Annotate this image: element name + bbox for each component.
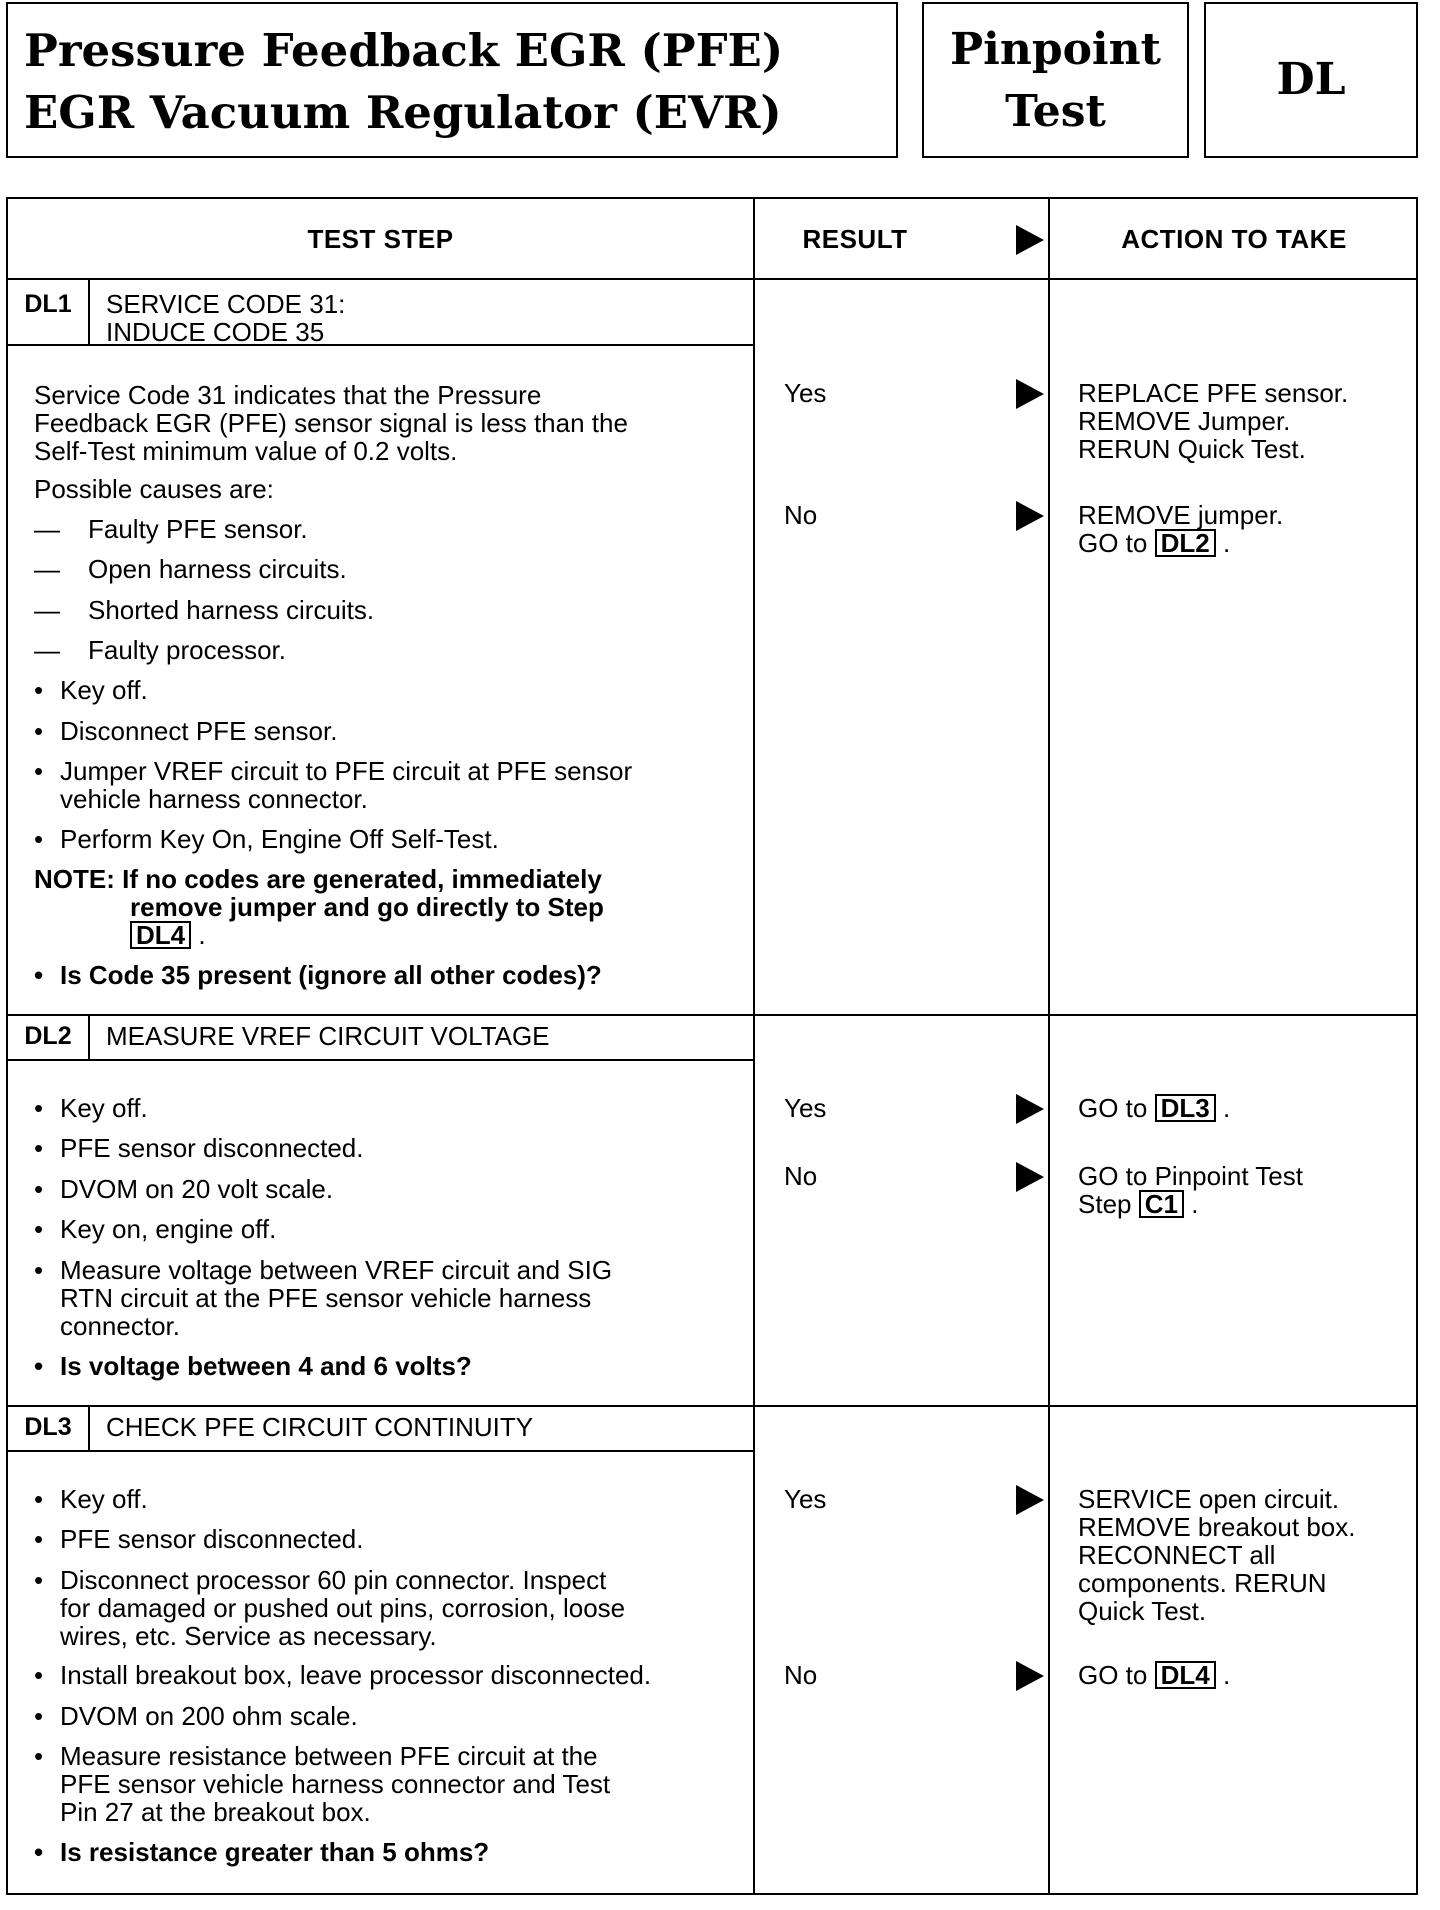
text-line: wires, etc. Service as necessary. [60, 1621, 437, 1651]
text-line: • Jumper VREF circuit to PFE circuit at PFE sensor [60, 756, 633, 786]
step-title [106, 290, 345, 346]
text-line: Pin 27 at the breakout box. [60, 1797, 371, 1827]
text-period: . [198, 920, 206, 950]
action-line: REMOVE jumper. [1078, 500, 1284, 530]
action-line: REMOVE Jumper. [1078, 406, 1291, 436]
text-line: • Disconnect processor 60 pin connector. Inspect [60, 1565, 607, 1595]
action-text [1078, 379, 1408, 463]
column-divider-action [1048, 199, 1050, 1893]
action-line: REPLACE PFE sensor. [1078, 378, 1349, 408]
bullet-item: • Key off. [60, 676, 148, 704]
step-question: • Is resistance greater than 5 ohms? [60, 1838, 489, 1866]
bullet-item: • Key off. [60, 1094, 148, 1122]
cause-item: Faulty processor. [88, 635, 286, 665]
step-title-line: INDUCE CODE 35 [106, 317, 325, 347]
go-to-text: GO to [1078, 528, 1148, 558]
bullet-item [60, 1256, 740, 1340]
column-header-test-step: TEST STEP [307, 223, 454, 254]
test-code: DL [1276, 54, 1346, 105]
bullet-item: • Install breakout box, leave processor disconnected. [60, 1661, 651, 1689]
step-title: MEASURE VREF CIRCUIT VOLTAGE [106, 1021, 550, 1051]
text-line: Self-Test minimum value of 0.2 volts. [34, 436, 458, 466]
action-text [1078, 501, 1408, 557]
cause-dash: — [34, 595, 60, 625]
pinpoint-label-line1: Pinpoint [950, 24, 1161, 75]
action-line: GO to Pinpoint Test [1078, 1161, 1303, 1191]
bullet-item: • PFE sensor disconnected. [60, 1134, 364, 1162]
result-arrow-icon [1016, 1162, 1044, 1192]
page-title-line1: Pressure Feedback EGR (PFE) [24, 24, 784, 77]
result-arrow-icon [1016, 1661, 1044, 1691]
step-ref-dl4[interactable]: DL4 [130, 921, 191, 949]
step-text: Step [1078, 1189, 1132, 1219]
text-line: connector. [60, 1311, 180, 1341]
action-line: RERUN Quick Test. [1078, 434, 1306, 464]
note-step-ref [130, 921, 206, 949]
cause-item: Faulty PFE sensor. [88, 514, 308, 544]
step-id: DL1 [8, 280, 90, 344]
step-title-line: SERVICE CODE 31: [106, 289, 346, 319]
bullet-item: • Key off. [60, 1485, 148, 1513]
result-yes: Yes [784, 378, 827, 408]
bullet-item [60, 757, 740, 813]
text-line: PFE sensor vehicle harness connector and Test [60, 1769, 611, 1799]
action-text [1078, 1094, 1230, 1122]
text-line: vehicle harness connector. [60, 784, 368, 814]
result-no: No [784, 1161, 818, 1191]
note-line1: NOTE: If no codes are generated, immediately [34, 864, 602, 894]
column-header-result: RESULT [802, 223, 908, 254]
action-line: RECONNECT all [1078, 1540, 1276, 1570]
result-arrow-icon [1016, 501, 1044, 531]
result-yes: Yes [784, 1484, 827, 1514]
go-to-text: GO to [1078, 1093, 1148, 1123]
cause-item: Shorted harness circuits. [88, 595, 375, 625]
bullet-item: • DVOM on 200 ohm scale. [60, 1702, 358, 1730]
text-line: Service Code 31 indicates that the Pressure [34, 380, 542, 410]
action-text [1078, 1485, 1408, 1625]
page-title-line2: EGR Vacuum Regulator (EVR) [24, 86, 782, 139]
bullet-item: • Key on, engine off. [60, 1215, 276, 1243]
step-header-dl1 [8, 280, 755, 346]
result-arrow-icon [1016, 225, 1044, 255]
result-arrow-icon [1016, 1094, 1044, 1124]
bullet-item: • PFE sensor disconnected. [60, 1525, 364, 1553]
test-code-box [1204, 2, 1418, 158]
step-ref-dl4[interactable]: DL4 [1155, 1661, 1216, 1689]
bullet-item: • Disconnect PFE sensor. [60, 717, 337, 745]
pinpoint-table [6, 197, 1418, 1895]
text-period: . [1222, 1093, 1231, 1123]
step-id: DL3 [8, 1407, 90, 1450]
go-to-text: GO to [1078, 1660, 1148, 1690]
result-arrow-icon [1016, 379, 1044, 409]
step-ref-dl3[interactable]: DL3 [1155, 1094, 1216, 1122]
action-line [1078, 529, 1408, 557]
text-line: • Measure voltage between VREF circuit and SIG [60, 1255, 613, 1285]
action-line [1078, 1190, 1408, 1218]
pinpoint-test-box [922, 2, 1189, 158]
text-period: . [1191, 1189, 1199, 1219]
bullet-item [60, 1566, 750, 1650]
pinpoint-label-line2: Test [1005, 86, 1106, 137]
action-line: components. RERUN [1078, 1568, 1327, 1598]
bullet-item [60, 1742, 750, 1826]
step-title: CHECK PFE CIRCUIT CONTINUITY [106, 1412, 534, 1442]
step-question: • Is Code 35 present (ignore all other codes)? [60, 961, 602, 989]
step-ref-c1[interactable]: C1 [1139, 1190, 1184, 1218]
action-line: REMOVE breakout box. [1078, 1512, 1356, 1542]
step-question: • Is voltage between 4 and 6 volts? [60, 1352, 472, 1380]
cause-dash: — [34, 635, 60, 665]
result-yes: Yes [784, 1093, 827, 1123]
text-line: • Measure resistance between PFE circuit at the [60, 1741, 598, 1771]
step-ref-dl2[interactable]: DL2 [1155, 529, 1216, 557]
cause-dash: — [34, 554, 60, 584]
cause-dash: — [34, 514, 60, 544]
title-box [6, 2, 898, 158]
result-no: No [784, 1660, 818, 1690]
text-line: Feedback EGR (PFE) sensor signal is less than the [34, 408, 628, 438]
result-arrow-icon [1016, 1485, 1044, 1515]
action-line: SERVICE open circuit. [1078, 1484, 1340, 1514]
action-text [1078, 1162, 1408, 1218]
step-header-dl2 [8, 1016, 755, 1061]
action-text [1078, 1661, 1230, 1689]
bullet-item: • DVOM on 20 volt scale. [60, 1175, 333, 1203]
bullet-item: • Perform Key On, Engine Off Self-Test. [60, 825, 499, 853]
text-period: . [1222, 528, 1231, 558]
step-description [34, 381, 734, 465]
text-line: RTN circuit at the PFE sensor vehicle harness [60, 1283, 592, 1313]
causes-label: Possible causes are: [34, 474, 274, 504]
action-line: Quick Test. [1078, 1596, 1207, 1626]
note-line2: remove jumper and go directly to Step [130, 892, 604, 922]
step-header-dl3 [8, 1407, 755, 1452]
text-line: for damaged or pushed out pins, corrosion, loose [60, 1593, 626, 1623]
cause-item: Open harness circuits. [88, 554, 347, 584]
result-no: No [784, 500, 818, 530]
column-header-action: ACTION TO TAKE [1121, 223, 1347, 254]
step-id: DL2 [8, 1016, 90, 1059]
text-period: . [1222, 1660, 1231, 1690]
